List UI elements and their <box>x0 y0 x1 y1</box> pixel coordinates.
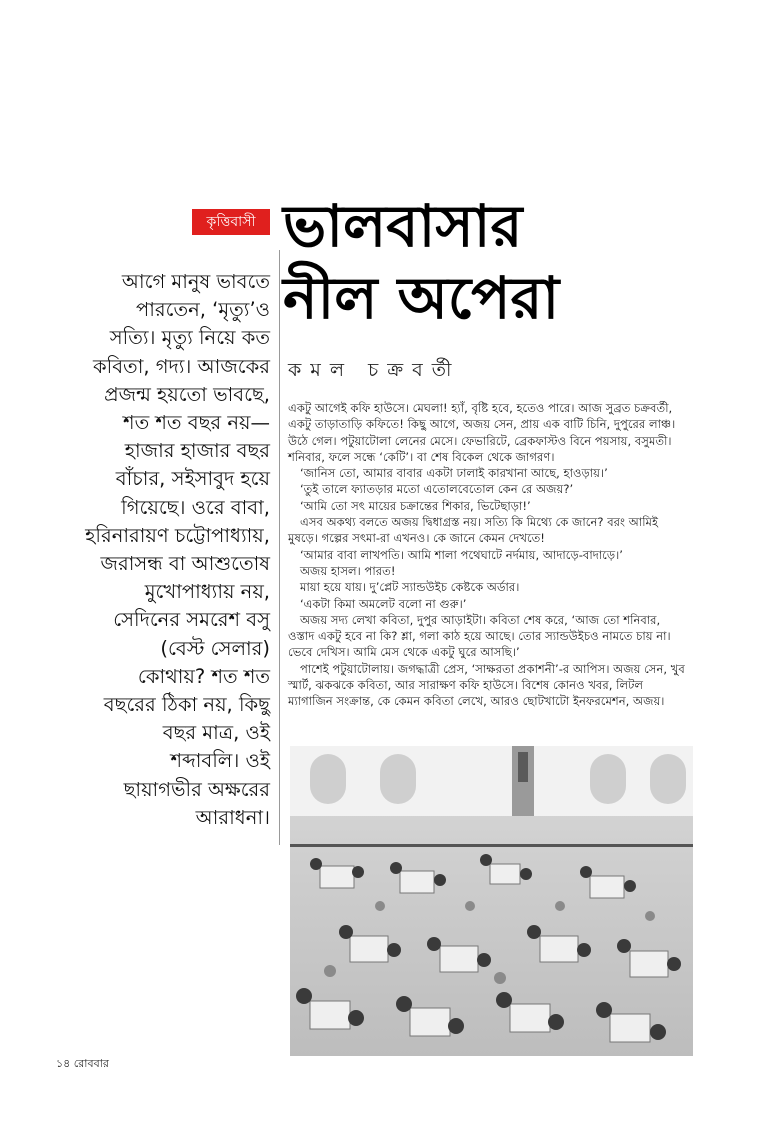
pull-quote-line: হরিনারায়ণ চট্টোপাধ্যায়, <box>85 523 270 547</box>
pull-quote-line: সেদিনের সমরেশ বসু <box>113 608 270 632</box>
pull-quote-line: ছায়াগভীর অক্ষরের <box>123 777 270 801</box>
body-line: ‘আমি তো সৎ মায়ের চক্রান্তের শিকার, ভিটেছাড়া!’ <box>300 498 531 513</box>
body-line: ভেবে দেখিস। আমি মেস থেকে একটু ঘুরে আসছি।’ <box>288 645 520 660</box>
body-line: পাশেই পটুয়াটোলায়। জগদ্ধাত্রী প্রেস, ‘সাক্ষরতা প্রকাশনী’-র আপিস। অজয় সেন, খুব <box>300 661 685 676</box>
column-divider <box>279 250 280 845</box>
pull-quote-line: বাঁচার, সইসাবুদ হয়ে <box>115 467 270 491</box>
body-line: ‘আমার বাবা লাখপতি। আমি শালা পথেঘাটে নর্দমায়, আদাড়ে-বাদাড়ে।’ <box>300 547 623 562</box>
body-line: ম্যাগাজিন সংক্রান্ত, কে কেমন কবিতা লেখে, আরও ছোটখাটো ইনফরমেশন, অজয়। <box>288 694 665 709</box>
pull-quote-line: বছর মাত্র, ওই <box>162 721 270 745</box>
pull-quote-line: বছরের ঠিকা নয়, কিছু <box>103 693 270 717</box>
page-folio: ১৪ রোববার <box>56 1057 109 1070</box>
coffee-house-photo <box>290 746 693 1056</box>
pull-quote-line: আগে মানুষ ভাবতে <box>121 270 270 293</box>
section-tag: কৃত্তিবাসী <box>192 209 270 235</box>
body-line: অজয় সদ্য লেখা কবিতা, দুপুর আড়াইটা। কবিতা শেষ করে, ‘আজ তো শনিবার, <box>300 612 661 627</box>
pull-quote-line: পারতেন, ‘মৃত্যু’ও <box>136 298 270 322</box>
body-line: ‘একটা কিমা অমলেট বলো না গুরু।’ <box>300 596 467 611</box>
pull-quote <box>70 268 270 832</box>
body-line: ‘জানিস তো, আমার বাবার একটা ঢালাই কারখানা আছে, হাওড়ায়।’ <box>300 466 608 481</box>
body-line: অজয় হাসল। পারত! <box>300 563 396 578</box>
article-title <box>283 190 703 334</box>
title-line-1: ভালবাসার <box>283 192 523 260</box>
body-line: একটু তাড়াতাড়ি কফিতে! কিছু আগে, অজয় সেন, প্রায় এক বাটি চিনি, দুপুরের লাঞ্চ। <box>288 417 676 432</box>
article-body <box>288 400 696 710</box>
pull-quote-line: শব্দাবলি। ওই <box>170 749 270 773</box>
body-line: ওস্তাদ একটু হবে না কি? শ্লা, গলা কাঠ হয়ে আছে। তোর স্যান্ডউইচও নামতে চায় না। <box>288 629 671 644</box>
pull-quote-line: হাজার হাজার বছর <box>124 439 270 463</box>
pull-quote-line: মুখোপাধ্যায় নয়, <box>144 580 270 604</box>
body-line: একটু আগেই কফি হাউসে। মেঘলা! হ্যাঁ, বৃষ্টি হবে, হতেও পারে। আজ সুব্রত চক্রবর্তী, <box>288 401 673 415</box>
pull-quote-line: আরাধনা। <box>195 805 270 829</box>
body-line: উঠে গেল। পটুয়াটোলা লেনের মেসে। ফেভারিটে, ব্রেকফাস্টও বিনে পয়সায়, বসুমতী। <box>288 433 672 448</box>
body-line: স্মার্ট, ঝকঝকে কবিতা, আর সারাক্ষণ কফি হাউসে। বিশেষ কোনও খবর, লিটল <box>288 678 644 693</box>
body-line: এসব অকথ্য বলতে অজয় দ্বিধাগ্রস্ত নয়। সত্যি কি মিথ্যে কে জানে? বরং আমিই <box>300 515 659 530</box>
pull-quote-line: শত শত বছর নয়— <box>123 411 270 435</box>
pull-quote-line: কোথায়? শত শত <box>137 664 270 688</box>
pull-quote-line: (বেস্ট সেলার) <box>160 636 270 660</box>
pull-quote-line: কবিতা, গদ্য। আজকের <box>92 354 270 378</box>
pull-quote-line: গিয়েছে। ওরে বাবা, <box>121 495 270 519</box>
pull-quote-line: প্রজন্ম হয়তো ভাবছে, <box>104 382 270 406</box>
author-byline: কমল চক্রবর্তী <box>288 359 461 381</box>
title-line-2: নীল অপেরা <box>283 264 560 332</box>
body-line: মুষড়ে। গল্পের সৎমা-রা এখনও। কে জানে কেমন দেখতে! <box>288 531 545 546</box>
body-line: শনিবার, ফলে সন্ধে ‘কেটি’। বা শেষ বিকেল থেকে জাগরণ। <box>288 449 555 464</box>
body-line: ‘তুই তালে ফ্যাতড়ার মতো এতোলবেতোল কেন রে অজয়?’ <box>300 482 574 497</box>
pull-quote-line: সত্যি। মৃত্যু নিয়ে কত <box>109 326 270 350</box>
body-line: মায়া হয়ে যায়। দু’প্লেট স্যান্ডউইচ কেষ্টকে অর্ডার। <box>300 580 520 595</box>
pull-quote-line: জরাসন্ধ বা আশুতোষ <box>100 552 270 576</box>
